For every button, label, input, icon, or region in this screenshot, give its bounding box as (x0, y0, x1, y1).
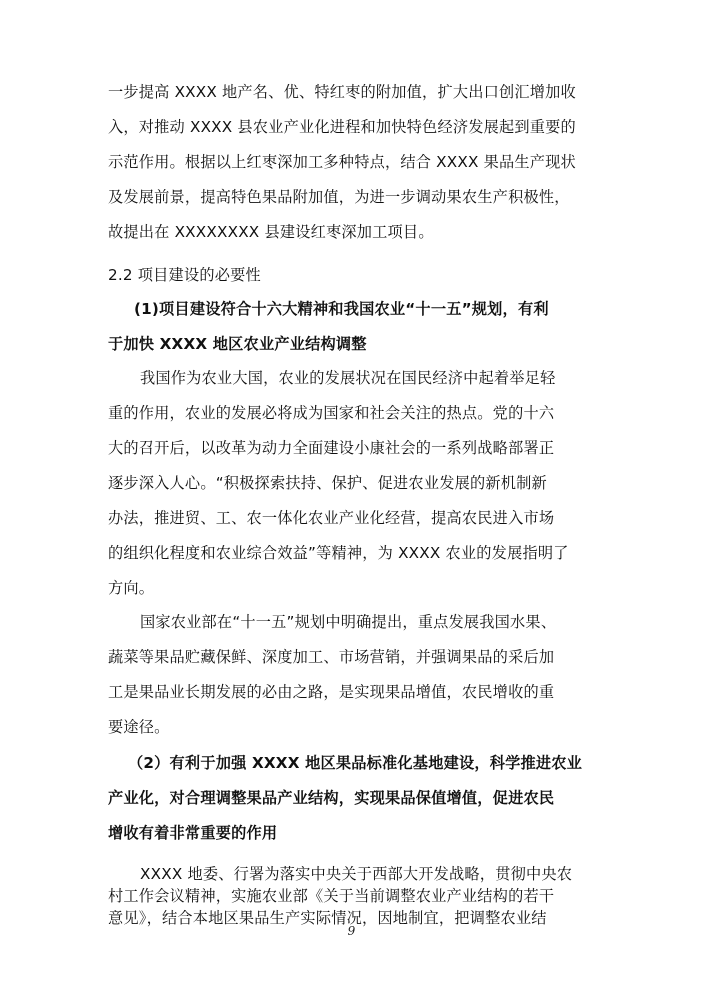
paragraph-line: 办法，推进贸、工、农一体化农业产业化经营，提高农民进入市场 (108, 509, 555, 527)
subheading-line: （2）有利于加强 XXXX 地区果品标准化基地建设，科学推进农业 (128, 754, 583, 772)
paragraph-line: 我国作为农业大国，农业的发展状况在国民经济中起着举足轻 (140, 369, 556, 387)
subheading-line: 增收有着非常重要的作用 (108, 824, 278, 842)
page-number: 9 (347, 924, 356, 938)
paragraph-line: 示范作用。根据以上红枣深加工多种特点，结合 XXXX 果品生产现状 (108, 153, 576, 171)
paragraph-line: 方向。 (108, 579, 155, 597)
paragraph-line: 逐步深入人心。“积极探索扶持、保护、促进农业发展的新机制新 (108, 474, 547, 492)
subheading-line: (1)项目建设符合十六大精神和我国农业“十一五”规划，有利 (134, 300, 549, 318)
paragraph-line: 蔬菜等果品贮藏保鲜、深度加工、市场营销，并强调果品的采后加 (108, 648, 555, 666)
paragraph-line: 意见》，结合本地区果品生产实际情况，因地制宜，把调整农业结 (108, 909, 547, 927)
paragraph-line: 国家农业部在“十一五”规划中明确提出，重点发展我国水果、 (140, 613, 557, 631)
paragraph-line: 大的召开后，以改革为动力全面建设小康社会的一系列战略部署正 (108, 439, 555, 457)
paragraph-line: 一步提高 XXXX 地产名、优、特红枣的附加值，扩大出口创汇增加收 (108, 83, 576, 101)
section-heading: 2.2 项目建设的必要性 (108, 266, 261, 284)
paragraph-line: 入，对推动 XXXX 县农业产业化进程和加快特色经济发展起到重要的 (108, 118, 576, 136)
paragraph-line: 重的作用，农业的发展必将成为国家和社会关注的热点。党的十六 (108, 404, 555, 422)
paragraph-line: 及发展前景，提高特色果品附加值，为进一步调动果农生产积极性， (108, 188, 570, 206)
paragraph-line: 村工作会议精神，实施农业部《关于当前调整农业产业结构的若干 (108, 887, 555, 905)
paragraph-line: 工是果品业长期发展的必由之路，是实现果品增值，农民增收的重 (108, 683, 555, 701)
paragraph-line: 的组织化程度和农业综合效益”等精神，为 XXXX 农业的发展指明了 (108, 544, 569, 562)
paragraph-line: 故提出在 XXXXXXXX 县建设红枣深加工项目。 (108, 223, 434, 241)
subheading-line: 产业化，对合理调整果品产业结构，实现果品保值增值，促进农民 (108, 789, 555, 807)
paragraph-line: XXXX 地委、行署为落实中央关于西部大开发战略，贯彻中央农 (140, 865, 573, 883)
paragraph-line: 要途径。 (108, 718, 170, 736)
subheading-line: 于加快 XXXX 地区农业产业结构调整 (108, 335, 367, 353)
